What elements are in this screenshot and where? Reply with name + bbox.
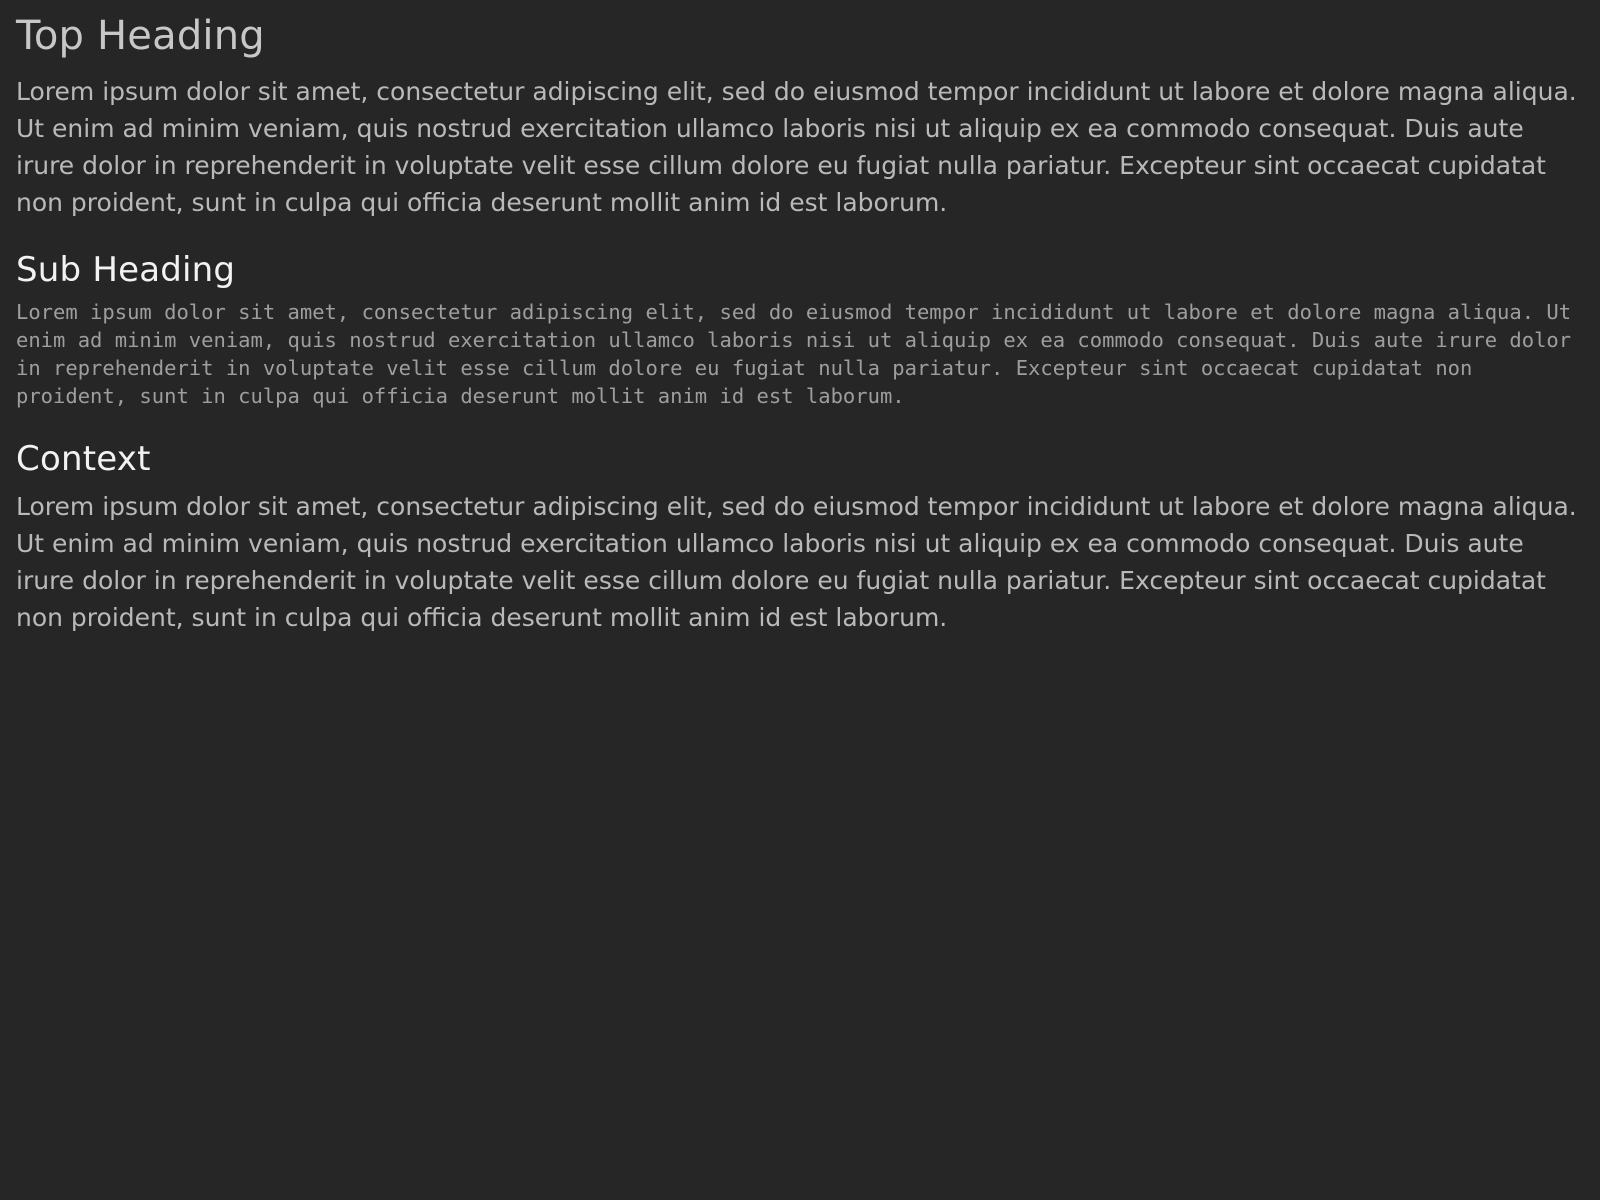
section-context xyxy=(16,440,1584,636)
sub-heading-title: Sub Heading xyxy=(16,249,236,290)
section-top-heading xyxy=(16,14,1584,221)
page-title: Top Heading xyxy=(16,13,265,59)
top-heading-paragraph: Lorem ipsum dolor sit amet, consectetur adipiscing elit, sed do eiusmod tempor incididunt ut labore et dolore magna aliqua. Ut enim ad minim veniam, quis nostrud exercitation ullamco laboris nisi ut aliquip ex ea commodo consequat. Duis aute irure dolor in reprehenderit in voluptate velit esse cillum dolore eu fugiat nulla pariatur. Excepteur sint occaecat cupidatat non proident, sunt in culpa qui officia deserunt mollit anim id est laborum. xyxy=(16,76,1577,217)
sub-heading-paragraph: Lorem ipsum dolor sit amet, consectetur adipiscing elit, sed do eiusmod tempor incididunt ut labore et dolore magna aliqua. Ut enim ad minim veniam, quis nostrud exercitation ullamco laboris nisi ut aliquip ex ea commodo consequat. Duis aute irure dolor in reprehenderit in voluptate velit esse cillum dolore eu fugiat nulla pariatur. Excepteur sint occaecat cupidatat non proident, sunt in culpa qui officia deserunt mollit anim id est laborum. xyxy=(16,299,1572,408)
context-paragraph: Lorem ipsum dolor sit amet, consectetur adipiscing elit, sed do eiusmod tempor incididunt ut labore et dolore magna aliqua. Ut enim ad minim veniam, quis nostrud exercitation ullamco laboris nisi ut aliquip ex ea commodo consequat. Duis aute irure dolor in reprehenderit in voluptate velit esse cillum dolore eu fugiat nulla pariatur. Excepteur sint occaecat cupidatat non proident, sunt in culpa qui officia deserunt mollit anim id est laborum. xyxy=(16,492,1577,633)
context-heading-title: Context xyxy=(16,439,151,480)
section-sub-heading xyxy=(16,251,1584,411)
